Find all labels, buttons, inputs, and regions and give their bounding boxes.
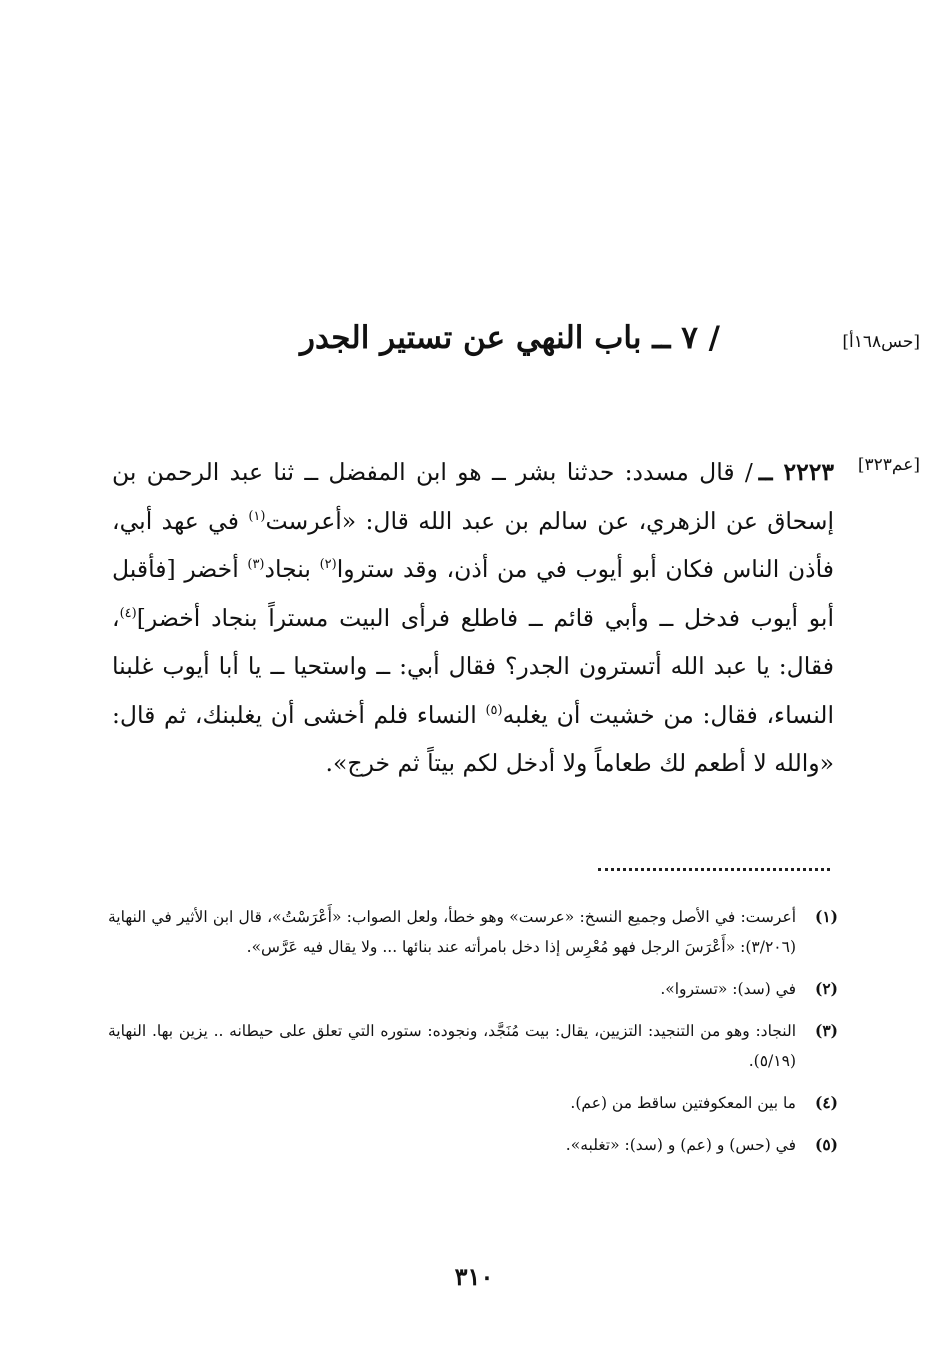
hadith-text-part-1: / قال مسدد: حدثنا بشر ــ هو ابن المفضل ــ ثنا عبد الرحمن بن إسحاق عن الزهري، عن سالم بن عبد الله قال: «أعرست — [112, 458, 834, 535]
footnote-number: (٤) — [814, 1093, 838, 1112]
hadith-text-part-2: في عهد أبي، فأذن الناس فكان أبو أيوب في من أذن، وقد ستروا — [112, 506, 834, 583]
footnote-text: في (سد): «تستروا». — [660, 980, 796, 998]
footnote-number: (١) — [814, 907, 838, 926]
footnote-1 — [108, 902, 838, 962]
footnote-ref-3: (٣) — [247, 557, 265, 573]
footnote-text: النجاد: وهو من التنجيد: التزيين، يقال: بيت مُنَجَّد، ونجوده: ستوره التي تعلق على حيطانه .. يزين بها. النهاية (٥/١٩). — [108, 1022, 796, 1070]
footnote-text: ما بين المعكوفتين ساقط من (عم). — [570, 1094, 796, 1112]
hadith-text-part-5: ، فقال: يا عبد الله أتسترون الجدر؟ فقال أبي: ــ واستحيا ــ يا أبا أيوب غلبنا النساء، فقال: من خشيت أن يغلبه — [112, 603, 834, 729]
footnote-number: (٣) — [814, 1021, 838, 1040]
footnote-ref-1: (١) — [248, 508, 266, 524]
hadith-text-part-6: النساء فلم أخشى أن يغلبنك، ثم قال: «والله لا أطعم لك طعاماً ولا أدخل لكم بيتاً ثم خرج». — [112, 700, 834, 777]
footnote-5 — [108, 1130, 838, 1160]
footnote-text: أعرست: في الأصل وجميع النسخ: «عرست» وهو خطأ، ولعل الصواب: «أَعْرَسْتُ»، قال ابن الأثير في النهاية (٣/٢٠٦): «أَعْرَسَ الرجل فهو مُعْرِس إذا دخل بامرأته عند بنائها ... ولا يقال فيه عَرَّس». — [108, 908, 796, 956]
margin-note-hs: [حس١٦٨أ] — [842, 332, 920, 352]
footnote-number: (٥) — [814, 1135, 838, 1154]
footnote-separator — [598, 868, 830, 871]
page-number: ٣١٠ — [454, 1262, 494, 1291]
footnote-text: في (حس) و (عم) و (سد): «تغلبه». — [565, 1136, 796, 1154]
footnote-2 — [108, 974, 838, 1004]
footnote-ref-4: (٤) — [119, 605, 137, 621]
footnotes — [108, 902, 838, 1172]
footnote-number: (٢) — [814, 979, 838, 998]
footnote-4 — [108, 1088, 838, 1118]
chapter-heading: / ٧ ــ باب النهي عن تستير الجدر — [300, 320, 720, 356]
hadith-text-part-3: بنجاد — [264, 555, 320, 583]
footnote-3 — [108, 1016, 838, 1076]
hadith-number: ٢٢٢٣ ــ — [758, 458, 834, 486]
margin-note-am: [عم٣٢٣] — [857, 455, 920, 475]
hadith-text-part-4: أخضر [فأقبل أبو أيوب فدخل ــ وأبي قائم ــ فاطلع فرأى البيت مستراً بنجاد أخضر] — [112, 555, 834, 632]
footnote-ref-2: (٢) — [319, 557, 337, 573]
hadith-text — [112, 448, 834, 788]
footnote-ref-5: (٥) — [485, 702, 503, 718]
